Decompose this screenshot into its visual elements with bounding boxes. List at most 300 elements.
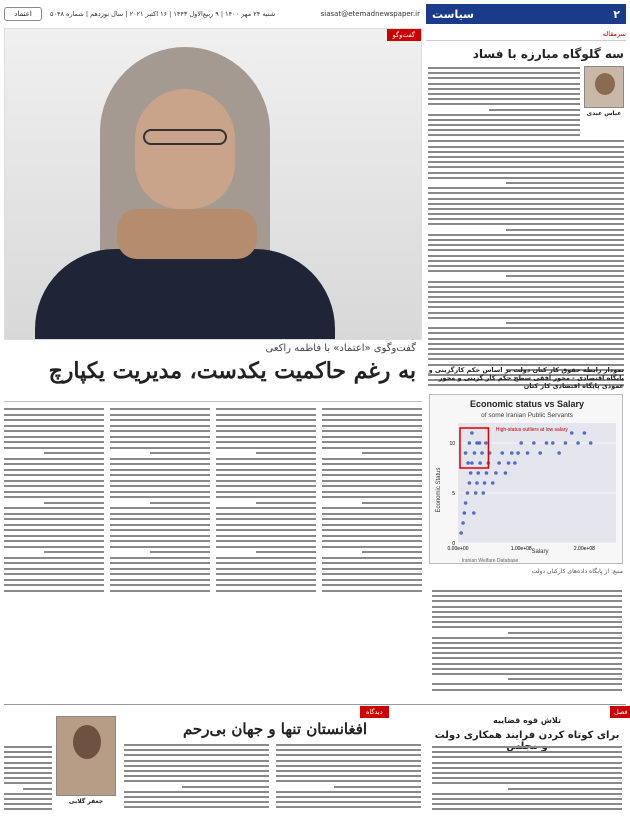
- scatter-chart: [429, 394, 623, 564]
- text-line: [428, 312, 624, 314]
- scatter-point: [461, 522, 465, 526]
- scatter-point: [484, 442, 488, 446]
- text-line: [4, 518, 104, 520]
- text-line: [110, 507, 210, 509]
- interview-kicker: گفت‌وگوی «اعتماد» با فاطمه راکعی: [265, 343, 416, 354]
- text-line: [428, 286, 624, 288]
- text-line: [334, 786, 421, 788]
- scatter-point: [557, 452, 561, 456]
- text-line: [110, 408, 210, 410]
- scatter-point: [507, 462, 511, 466]
- text-line: [4, 782, 52, 784]
- scatter-point: [513, 462, 517, 466]
- text-line: [276, 770, 421, 772]
- text-line: [216, 474, 316, 476]
- text-line: [110, 458, 210, 460]
- text-line: [432, 600, 622, 602]
- text-line: [432, 626, 622, 628]
- text-line: [432, 772, 622, 774]
- text-line: [110, 496, 210, 498]
- text-line: [4, 524, 104, 526]
- text-line: [428, 77, 580, 79]
- text-line: [432, 683, 622, 685]
- text-line: [110, 568, 210, 570]
- scatter-point: [478, 462, 482, 466]
- text-line: [110, 579, 210, 581]
- scatter-point: [483, 482, 487, 486]
- text-line: [216, 507, 316, 509]
- text-line: [216, 546, 316, 548]
- text-line: [508, 632, 622, 634]
- text-line: [4, 414, 104, 416]
- scatter-point: [532, 442, 536, 446]
- author-photo-golabi: [56, 716, 116, 796]
- text-line: [110, 474, 210, 476]
- text-line: [432, 673, 622, 675]
- text-line: [256, 551, 316, 553]
- plot-background: [458, 423, 616, 543]
- scatter-point: [463, 512, 467, 516]
- judiciary-kicker: تلاش قوه قضاییه: [493, 716, 561, 725]
- text-line: [432, 606, 622, 608]
- text-line: [428, 301, 624, 303]
- text-line: [432, 611, 622, 613]
- text-line: [276, 775, 421, 777]
- editorial-title: سه گلوگاه مبارزه با فساد: [472, 47, 624, 61]
- text-line: [432, 803, 622, 805]
- text-line: [110, 557, 210, 559]
- text-line: [428, 83, 580, 85]
- afghanistan-headline: افغانستان تنها و جهان بی‌رحم: [182, 720, 368, 738]
- text-line: [322, 540, 422, 542]
- scatter-point: [466, 492, 470, 496]
- section-banner: [426, 4, 626, 24]
- text-line: [432, 751, 622, 753]
- main-headline: به رغم حاکمیت یکدست، مدیریت یکپارچ: [48, 358, 416, 384]
- text-line: [322, 507, 422, 509]
- scatter-point: [459, 532, 463, 536]
- editorial-body-cont: [426, 136, 626, 386]
- text-line: [428, 317, 624, 319]
- text-line: [322, 584, 422, 586]
- text-line: [124, 744, 269, 746]
- text-line: [4, 808, 52, 810]
- text-line: [322, 408, 422, 410]
- author-box: [584, 66, 624, 122]
- article-column-2: [110, 408, 210, 708]
- text-line: [432, 767, 622, 769]
- text-line: [216, 436, 316, 438]
- text-line: [110, 463, 210, 465]
- text-line: [428, 265, 624, 267]
- text-line: [216, 540, 316, 542]
- text-line: [4, 458, 104, 460]
- text-line: [428, 249, 624, 251]
- text-line: [4, 756, 52, 758]
- text-line: [124, 780, 269, 782]
- text-line: [150, 502, 210, 504]
- text-line: [216, 469, 316, 471]
- text-line: [322, 485, 422, 487]
- text-line: [216, 441, 316, 443]
- text-line: [428, 198, 624, 200]
- topic-tag: گفت‌وگو: [387, 29, 421, 41]
- text-line: [428, 134, 580, 136]
- text-line: [216, 590, 316, 592]
- y-tick-label: 0: [452, 541, 455, 548]
- text-line: [428, 177, 624, 179]
- text-line: [432, 657, 622, 659]
- text-line: [124, 775, 269, 777]
- text-line: [322, 573, 422, 575]
- text-line: [276, 744, 421, 746]
- text-line: [428, 255, 624, 257]
- scatter-point: [480, 452, 484, 456]
- text-line: [110, 425, 210, 427]
- text-line: [124, 801, 269, 803]
- text-line: [4, 540, 104, 542]
- text-line: [428, 234, 624, 236]
- text-line: [432, 595, 622, 597]
- scatter-point: [570, 432, 574, 436]
- text-line: [216, 584, 316, 586]
- text-line: [276, 765, 421, 767]
- text-line: [432, 782, 622, 784]
- scatter-point: [470, 432, 474, 436]
- text-line: [506, 182, 624, 184]
- scatter-point: [485, 472, 489, 476]
- scatter-point: [478, 442, 482, 446]
- chart-caption: نمودار رابطه حقوق کار کنان دولت بر اساس حکم کارگزینی و بایگاه اقتصادی - محور افقی سطح حکم کار گزینی و محور عمودی پایگاه اقتصادی کار کنان: [428, 366, 624, 391]
- text-line: [4, 408, 104, 410]
- text-line: [110, 562, 210, 564]
- text-line: [428, 239, 624, 241]
- judiciary-body: [432, 746, 622, 816]
- text-line: [124, 749, 269, 751]
- text-line: [4, 803, 52, 805]
- text-line: [432, 616, 622, 618]
- text-line: [428, 67, 580, 69]
- text-line: [4, 535, 104, 537]
- text-line: [362, 452, 422, 454]
- text-line: [322, 513, 422, 515]
- scatter-point: [589, 442, 593, 446]
- text-line: [256, 452, 316, 454]
- text-line: [428, 306, 624, 308]
- scatter-point: [474, 492, 478, 496]
- chart-title: Economic status vs Salary: [469, 399, 585, 410]
- scatter-point: [545, 442, 549, 446]
- text-line: [4, 767, 52, 769]
- scatter-point: [564, 442, 568, 446]
- text-line: [322, 557, 422, 559]
- text-line: [432, 668, 622, 670]
- text-line: [428, 146, 624, 148]
- text-line: [124, 770, 269, 772]
- text-line: [4, 480, 104, 482]
- scatter-point: [551, 442, 555, 446]
- text-line: [4, 447, 104, 449]
- text-line: [110, 414, 210, 416]
- text-line: [4, 513, 104, 515]
- text-line: [110, 546, 210, 548]
- right-article-body: [432, 590, 622, 700]
- text-line: [428, 114, 580, 116]
- text-line: [23, 788, 52, 790]
- author-name: عباس عبدی: [586, 110, 622, 117]
- scatter-point: [519, 442, 523, 446]
- text-line: [322, 562, 422, 564]
- text-line: [322, 447, 422, 449]
- text-line: [322, 414, 422, 416]
- text-line: [150, 551, 210, 553]
- text-line: [508, 678, 622, 680]
- main-portrait: [4, 28, 422, 340]
- chart-xlabel: Salary: [531, 549, 549, 556]
- text-line: [428, 124, 580, 126]
- text-line: [322, 458, 422, 460]
- text-line: [4, 798, 52, 800]
- text-line: [216, 562, 316, 564]
- scatter-point: [468, 482, 472, 486]
- text-line: [216, 447, 316, 449]
- scatter-point: [470, 462, 474, 466]
- text-line: [216, 513, 316, 515]
- text-line: [216, 458, 316, 460]
- scatter-point: [491, 482, 495, 486]
- text-line: [216, 496, 316, 498]
- text-line: [432, 647, 622, 649]
- text-line: [276, 806, 421, 808]
- text-line: [428, 223, 624, 225]
- text-line: [4, 546, 104, 548]
- text-line: [276, 791, 421, 793]
- text-line: [322, 568, 422, 570]
- text-line: [110, 590, 210, 592]
- text-line: [432, 746, 622, 748]
- text-line: [4, 436, 104, 438]
- text-line: [508, 788, 622, 790]
- text-line: [216, 430, 316, 432]
- text-line: [4, 793, 52, 795]
- y-tick-label: 5: [452, 491, 455, 498]
- afg-body-2: [124, 744, 269, 814]
- scatter-point: [464, 502, 468, 506]
- scatter-point: [468, 442, 472, 446]
- text-line: [322, 469, 422, 471]
- text-line: [322, 535, 422, 537]
- text-line: [124, 796, 269, 798]
- text-line: [428, 213, 624, 215]
- page-header: [4, 4, 626, 24]
- text-line: [4, 474, 104, 476]
- text-line: [110, 524, 210, 526]
- article-column-4: [322, 408, 422, 708]
- text-line: [322, 419, 422, 421]
- x-tick-label: 0.00e+00: [447, 546, 469, 553]
- x-tick-label: 1.00e+08: [510, 546, 532, 553]
- text-line: [4, 425, 104, 427]
- chart-plot-area: [448, 423, 617, 552]
- text-line: [428, 332, 624, 334]
- opinion-tag: دیدگاه: [360, 706, 389, 718]
- text-line: [4, 751, 52, 753]
- scatter-point: [472, 512, 476, 516]
- text-line: [428, 281, 624, 283]
- text-line: [428, 343, 624, 345]
- text-line: [216, 579, 316, 581]
- text-line: [428, 119, 580, 121]
- text-line: [428, 353, 624, 355]
- text-line: [322, 496, 422, 498]
- article-column-3: [216, 408, 316, 708]
- scatter-point: [469, 472, 473, 476]
- text-line: [428, 72, 580, 74]
- text-line: [216, 463, 316, 465]
- text-line: [110, 469, 210, 471]
- text-line: [276, 760, 421, 762]
- text-line: [110, 513, 210, 515]
- scatter-point: [494, 472, 498, 476]
- chart-annotation: High-status outliers at low salary: [495, 427, 568, 434]
- text-line: [506, 322, 624, 324]
- text-line: [110, 529, 210, 531]
- portrait-glasses: [143, 129, 227, 145]
- text-line: [428, 187, 624, 189]
- text-line: [4, 430, 104, 432]
- text-line: [432, 663, 622, 665]
- scatter-point: [576, 442, 580, 446]
- text-line: [322, 491, 422, 493]
- text-line: [322, 546, 422, 548]
- text-line: [216, 425, 316, 427]
- text-line: [428, 98, 580, 100]
- text-line: [432, 637, 622, 639]
- text-line: [216, 518, 316, 520]
- text-line: [44, 452, 104, 454]
- text-line: [216, 419, 316, 421]
- portrait-face: [135, 89, 235, 209]
- scatter-point: [475, 482, 479, 486]
- text-line: [110, 419, 210, 421]
- text-line: [4, 573, 104, 575]
- text-line: [4, 491, 104, 493]
- text-line: [4, 562, 104, 564]
- text-line: [322, 590, 422, 592]
- chart-subtitle: of some Iranian Public Servants: [481, 412, 573, 420]
- text-line: [428, 291, 624, 293]
- text-line: [110, 447, 210, 449]
- portrait-jacket: [35, 249, 335, 340]
- text-line: [4, 485, 104, 487]
- scatter-point: [497, 462, 501, 466]
- text-line: [124, 754, 269, 756]
- text-line: [322, 524, 422, 526]
- text-line: [428, 192, 624, 194]
- text-line: [322, 474, 422, 476]
- text-line: [506, 275, 624, 277]
- text-line: [44, 551, 104, 553]
- portrait-hands: [117, 209, 257, 259]
- chart-ylabel: Economic Status: [436, 467, 442, 513]
- text-line: [428, 172, 624, 174]
- text-line: [4, 568, 104, 570]
- text-line: [432, 621, 622, 623]
- scatter-point: [500, 452, 504, 456]
- text-line: [428, 327, 624, 329]
- text-line: [216, 480, 316, 482]
- text-line: [432, 793, 622, 795]
- text-line: [432, 777, 622, 779]
- text-line: [216, 535, 316, 537]
- text-line: [506, 229, 624, 231]
- afg-body-1: [4, 746, 52, 816]
- text-line: [428, 338, 624, 340]
- scatter-point: [473, 452, 477, 456]
- scatter-point: [526, 452, 530, 456]
- text-line: [4, 772, 52, 774]
- judiciary-headline: برای کوتاه کردن فرایند همکاری دولت: [434, 730, 620, 741]
- newspaper-logo: اعتماد: [4, 7, 42, 21]
- text-line: [216, 408, 316, 410]
- text-line: [432, 652, 622, 654]
- page-number: ۲: [613, 7, 620, 21]
- text-line: [428, 103, 580, 105]
- text-line: [216, 414, 316, 416]
- text-line: [432, 798, 622, 800]
- text-line: [4, 590, 104, 592]
- text-line: [362, 502, 422, 504]
- x-tick-label: 2.00e+08: [573, 546, 595, 553]
- text-line: [4, 529, 104, 531]
- text-line: [428, 156, 624, 158]
- text-line: [432, 762, 622, 764]
- scatter-point: [583, 432, 587, 436]
- bottom-divider: [4, 704, 626, 705]
- text-line: [276, 754, 421, 756]
- editorial-tag: سرمقاله: [426, 28, 626, 41]
- author-name-golabi: جعفر گلابی: [68, 798, 104, 805]
- text-line: [428, 151, 624, 153]
- text-line: [216, 568, 316, 570]
- text-line: [432, 590, 622, 592]
- text-line: [428, 203, 624, 205]
- text-line: [44, 502, 104, 504]
- text-line: [4, 496, 104, 498]
- text-line: [110, 430, 210, 432]
- issue-date: شنبه ۲۴ مهر ۱۴۰۰ | ۹ ربیع‌الاول ۱۴۴۳ | ۱۶ اکتبر ۲۰۲۱ | سال نوزدهم | شماره ۵۰۴۸: [50, 10, 276, 18]
- article-column-1: [4, 408, 104, 708]
- chart-source-note: منبع: از پایگاه داده‌های کارکنان دولت: [531, 568, 623, 576]
- text-line: [4, 579, 104, 581]
- text-line: [322, 430, 422, 432]
- scatter-point: [481, 492, 485, 496]
- scatter-point: [504, 472, 508, 476]
- text-line: [322, 436, 422, 438]
- text-line: [432, 689, 622, 691]
- text-line: [110, 573, 210, 575]
- text-line: [110, 485, 210, 487]
- text-line: [432, 756, 622, 758]
- text-line: [4, 441, 104, 443]
- text-line: [322, 529, 422, 531]
- text-line: [216, 557, 316, 559]
- text-line: [428, 296, 624, 298]
- text-line: [4, 419, 104, 421]
- y-tick-label: 10: [449, 441, 455, 448]
- text-line: [110, 441, 210, 443]
- text-line: [428, 358, 624, 360]
